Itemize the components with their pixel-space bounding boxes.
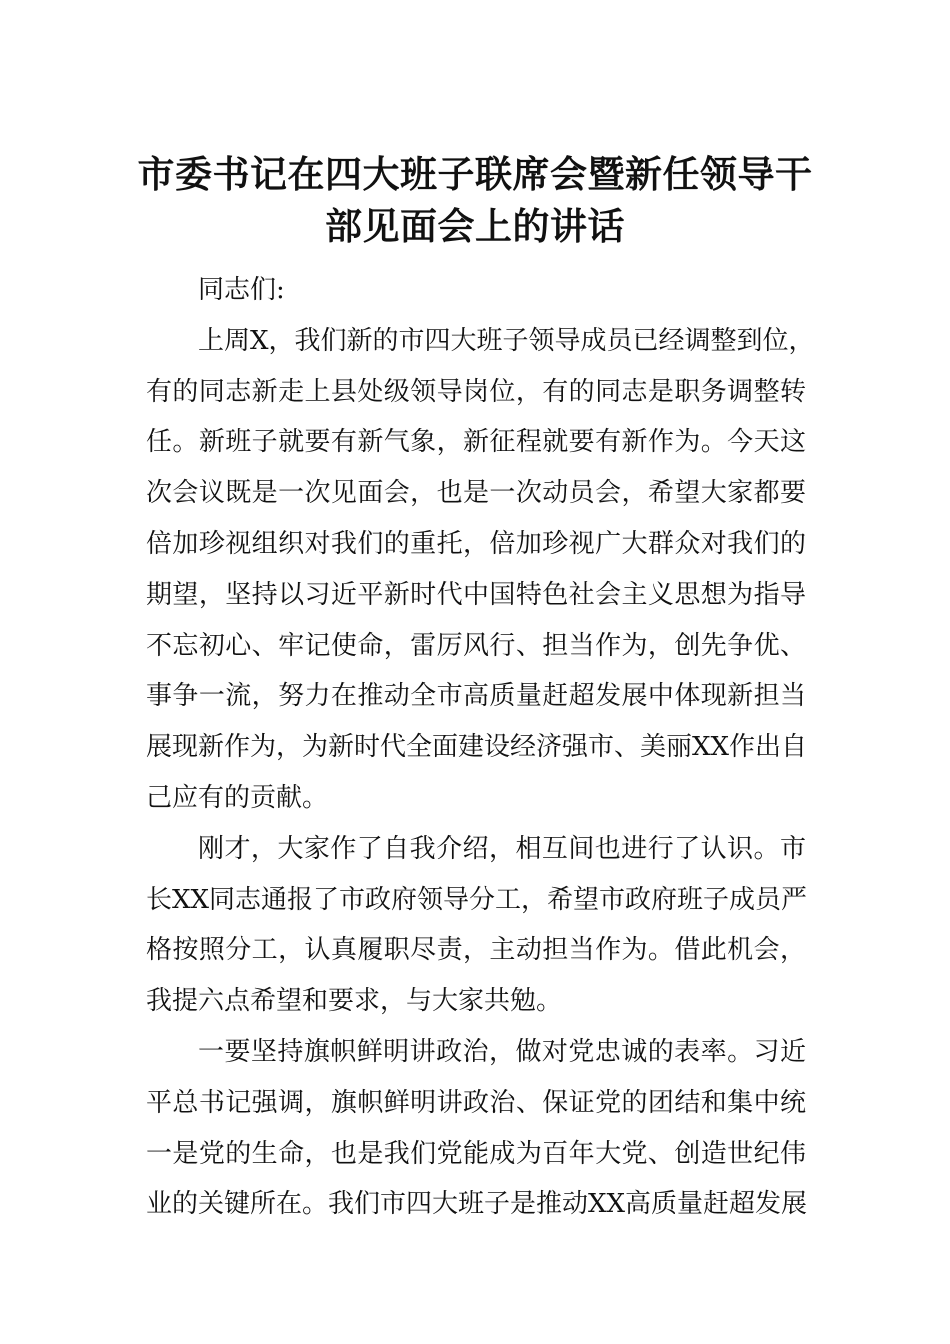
paragraph-2-line: 刚才，大家作了自我介绍，相互间也进行了认识。市: [198, 833, 806, 864]
document-title-line-2: 部见面会上的讲话: [325, 204, 625, 248]
paragraph-2-line: 我提六点希望和要求，与大家共勉。: [146, 986, 563, 1017]
paragraph-1-line: 倍加珍视组织对我们的重托，倍加珍视广大群众对我们的: [146, 528, 806, 559]
paragraph-3-line: 一要坚持旗帜鲜明讲政治，做对党忠诚的表率。习近: [198, 1036, 806, 1067]
paragraph-2-line: 格按照分工，认真履职尽责，主动担当作为。借此机会，: [146, 935, 806, 966]
paragraph-1-line: 事争一流，努力在推动全市高质量赶超发展中体现新担当: [146, 681, 806, 712]
paragraph-1-line: 有的同志新走上县处级领导岗位，有的同志是职务调整转: [146, 376, 806, 407]
paragraph-1-line: 展现新作为，为新时代全面建设经济强市、美丽XX作出自: [146, 732, 808, 763]
paragraph-1-line: 不忘初心、牢记使命，雷厉风行、担当作为，创先争优、: [146, 630, 806, 661]
paragraph-3-line: 平总书记强调，旗帜鲜明讲政治、保证党的团结和集中统: [146, 1087, 806, 1118]
paragraph-3-line: 一是党的生命，也是我们党能成为百年大党、创造世纪伟: [146, 1138, 806, 1169]
salutation: 同志们:: [198, 275, 285, 305]
document-body: [146, 265, 815, 1230]
paragraph-1-line: 期望，坚持以习近平新时代中国特色社会主义思想为指导: [146, 579, 806, 610]
document-title-line-1: 市委书记在四大班子联席会暨新任领导干: [137, 152, 813, 196]
paragraph-2-line: 长XX同志通报了市政府领导分工，希望市政府班子成员严: [146, 884, 808, 915]
paragraph-1-line: 任。新班子就要有新气象，新征程就要有新作为。今天这: [146, 427, 806, 458]
paragraph-1-line: 次会议既是一次见面会，也是一次动员会，希望大家都要: [146, 478, 806, 509]
paragraph-3-line: 业的关键所在。我们市四大班子是推动XX高质量赶超发展: [146, 1189, 808, 1220]
paragraph-1-line: 上周X，我们新的市四大班子领导成员已经调整到位，: [198, 325, 815, 356]
paragraph-1-line: 己应有的贡献。: [146, 782, 329, 813]
